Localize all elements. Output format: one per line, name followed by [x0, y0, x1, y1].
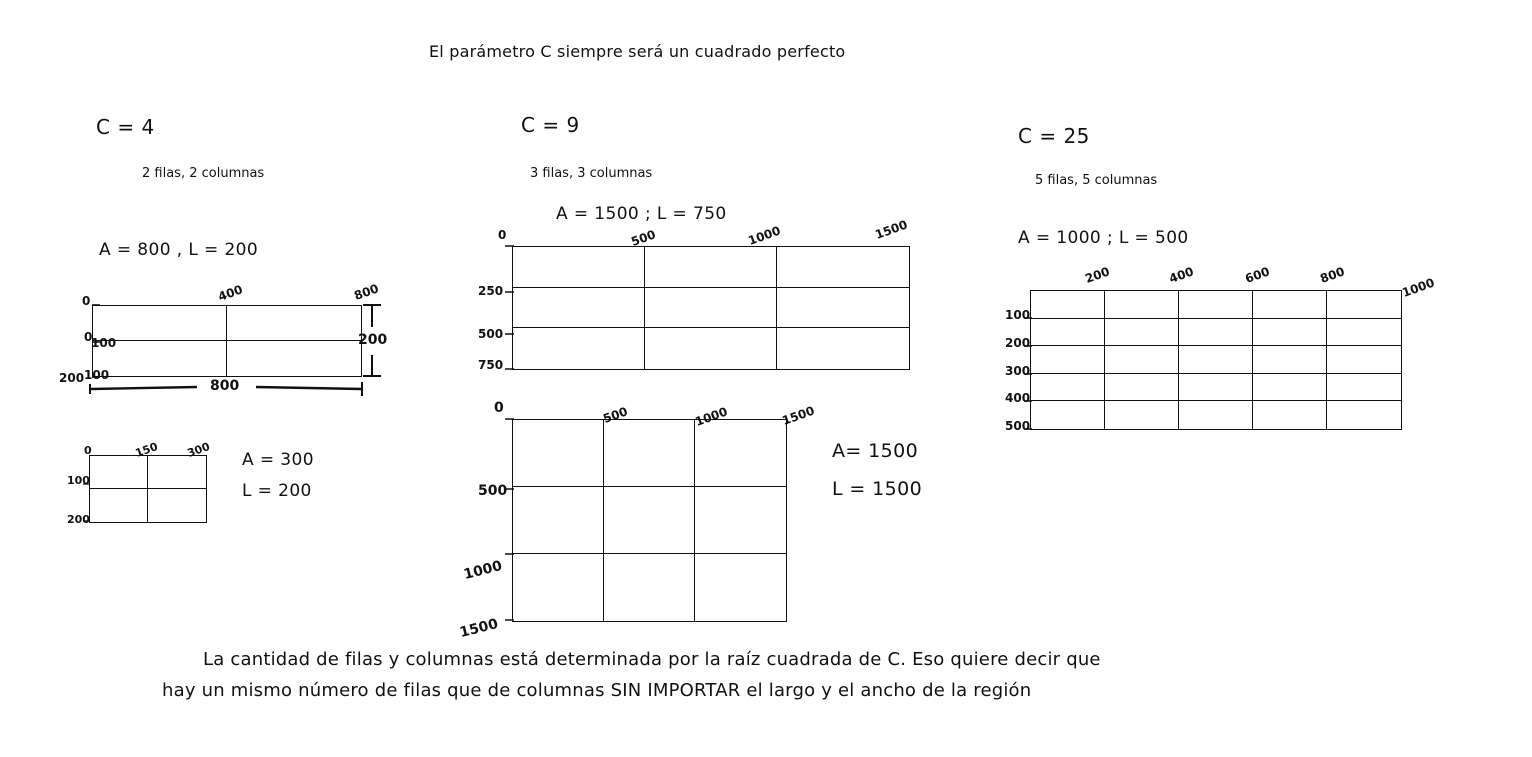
figure-c4-2-top-label-1: 150 [133, 439, 160, 460]
grid-cell [1105, 291, 1179, 319]
grid-cell [777, 328, 909, 369]
figure-c4-1-height-annotation: 200 [358, 332, 388, 348]
figure-c4-1-left-tick-200: 200 [59, 371, 85, 385]
figure-c25-grid [1030, 290, 1402, 430]
grid-cell [604, 487, 695, 554]
grid-cell [1179, 319, 1253, 347]
figure-c25-left-label-5: 500 [1005, 419, 1031, 433]
figure-c4-1-formula: A = 800 , L = 200 [99, 240, 259, 260]
grid-cell [1327, 374, 1401, 402]
grid-cell [513, 328, 645, 369]
grid-cell [148, 489, 206, 522]
grid-cell [645, 328, 777, 369]
grid-cell [1179, 291, 1253, 319]
grid-cell [1105, 374, 1179, 402]
figure-c9-2-top-label-1: 500 [601, 404, 630, 426]
figure-c9-1-top-label-0: 0 [498, 228, 507, 242]
figure-c4-1-top-label-1: 400 [216, 282, 245, 304]
figure-c4-1-top-label-0: 0 [82, 294, 91, 308]
grid-cell [695, 487, 786, 554]
grid-cell [777, 288, 909, 329]
figure-c25-left-label-4: 400 [1005, 391, 1031, 405]
figure-c9-1-top-label-3: 1500 [873, 217, 910, 242]
figure-c9-1-formula: A = 1500 ; L = 750 [556, 204, 727, 224]
figure-c4-2-grid [89, 455, 207, 523]
figure-c4-2-formula-line2: L = 200 [242, 481, 312, 501]
grid-cell [604, 554, 695, 621]
grid-cell [1253, 319, 1327, 347]
figure-c9-1-grid [512, 246, 910, 370]
grid-cell [1031, 291, 1105, 319]
grid-cell [93, 341, 227, 376]
grid-cell [1031, 401, 1105, 429]
section-heading-c9: C = 9 [521, 113, 580, 137]
grid-cell [513, 288, 645, 329]
figure-c4-1-grid [92, 305, 362, 377]
grid-cell [90, 489, 148, 522]
grid-cell [1253, 374, 1327, 402]
figure-c25-left-label-1: 100 [1005, 308, 1031, 322]
figure-c25-top-label-1: 200 [1083, 264, 1112, 286]
grid-cell [1031, 374, 1105, 402]
figure-c4-2-left-label-1: 100 [67, 474, 90, 487]
grid-cell [695, 420, 786, 487]
figure-c4-1-top-label-2: 800 [352, 281, 381, 303]
figure-c4-2-left-label-2: 200 [67, 513, 90, 526]
figure-c25-formula: A = 1000 ; L = 500 [1018, 228, 1189, 248]
grid-cell [513, 247, 645, 288]
figure-c9-2-formula-line1: A= 1500 [832, 440, 919, 462]
grid-cell [1179, 346, 1253, 374]
figure-c25-top-label-4: 800 [1318, 264, 1347, 286]
figure-c9-2-formula-line2: L = 1500 [832, 478, 923, 500]
grid-cell [513, 554, 604, 621]
grid-cell [148, 456, 206, 489]
grid-cell [645, 288, 777, 329]
figure-c9-1-top-label-2: 1000 [746, 223, 783, 248]
grid-cell [645, 247, 777, 288]
grid-cell [1253, 291, 1327, 319]
section-heading-c25: C = 25 [1018, 124, 1090, 148]
figure-c25-left-label-2: 200 [1005, 336, 1031, 350]
grid-cell [1031, 346, 1105, 374]
figure-c9-2-top-label-2: 1000 [693, 404, 730, 429]
grid-cell [1253, 346, 1327, 374]
grid-cell [90, 456, 148, 489]
grid-cell [1179, 401, 1253, 429]
figure-c4-1-width-annotation: 800 [210, 378, 240, 394]
figure-c25-left-label-3: 300 [1005, 364, 1031, 378]
figure-c4-1-left-tick-100: 100 [91, 336, 117, 350]
figure-c9-2-top-label-0: 0 [494, 400, 504, 416]
grid-cell [1031, 319, 1105, 347]
grid-cell [1327, 291, 1401, 319]
grid-cell [513, 487, 604, 554]
footer-line-1: La cantidad de filas y columnas está determinada por la raíz cuadrada de C. Eso quiere decir que [203, 649, 1101, 670]
grid-cell [1179, 374, 1253, 402]
footer-line-2: hay un mismo número de filas que de columnas SIN IMPORTAR el largo y el ancho de la región [162, 680, 1032, 701]
grid-cell [1327, 401, 1401, 429]
figure-c25-top-label-2: 400 [1167, 264, 1196, 286]
grid-cell [1327, 346, 1401, 374]
figure-c9-1-left-label-2: 500 [478, 327, 504, 341]
grid-cell [227, 341, 361, 376]
grid-cell [513, 420, 604, 487]
grid-cell [1253, 401, 1327, 429]
figure-c4-2-top-label-2: 300 [185, 439, 212, 460]
figure-c4-1-left-label-1: 100 [84, 368, 110, 382]
grid-cell [695, 554, 786, 621]
grid-cell [1327, 319, 1401, 347]
figure-c9-2-top-label-3: 1500 [780, 403, 817, 428]
section-subheading-c9: 3 filas, 3 columnas [530, 166, 653, 181]
figure-c9-2-left-label-2: 1000 [462, 558, 504, 583]
section-heading-c4: C = 4 [96, 115, 155, 139]
figure-c9-2-left-label-1: 500 [478, 483, 508, 499]
figure-c4-2-formula-line1: A = 300 [242, 450, 314, 470]
page-title: El parámetro C siempre será un cuadrado perfecto [429, 42, 846, 61]
figure-c4-2-top-label-0: 0 [84, 444, 92, 457]
grid-cell [227, 306, 361, 341]
figure-c25-top-label-5: 1000 [1400, 275, 1437, 300]
grid-cell [1105, 319, 1179, 347]
figure-c4-1-left-label-0: 0 [84, 330, 93, 344]
figure-c25-top-label-3: 600 [1243, 264, 1272, 286]
grid-cell [93, 306, 227, 341]
grid-cell [777, 247, 909, 288]
figure-c9-2-grid [512, 419, 787, 622]
grid-cell [604, 420, 695, 487]
section-subheading-c25: 5 filas, 5 columnas [1035, 173, 1158, 188]
figure-c9-1-top-label-1: 500 [629, 227, 658, 249]
figure-c9-1-left-label-3: 750 [478, 358, 504, 372]
figure-c9-1-left-label-1: 250 [478, 284, 504, 298]
figure-c9-2-left-label-3: 1500 [458, 616, 500, 641]
grid-cell [1105, 346, 1179, 374]
section-subheading-c4: 2 filas, 2 columnas [142, 166, 265, 181]
grid-cell [1105, 401, 1179, 429]
